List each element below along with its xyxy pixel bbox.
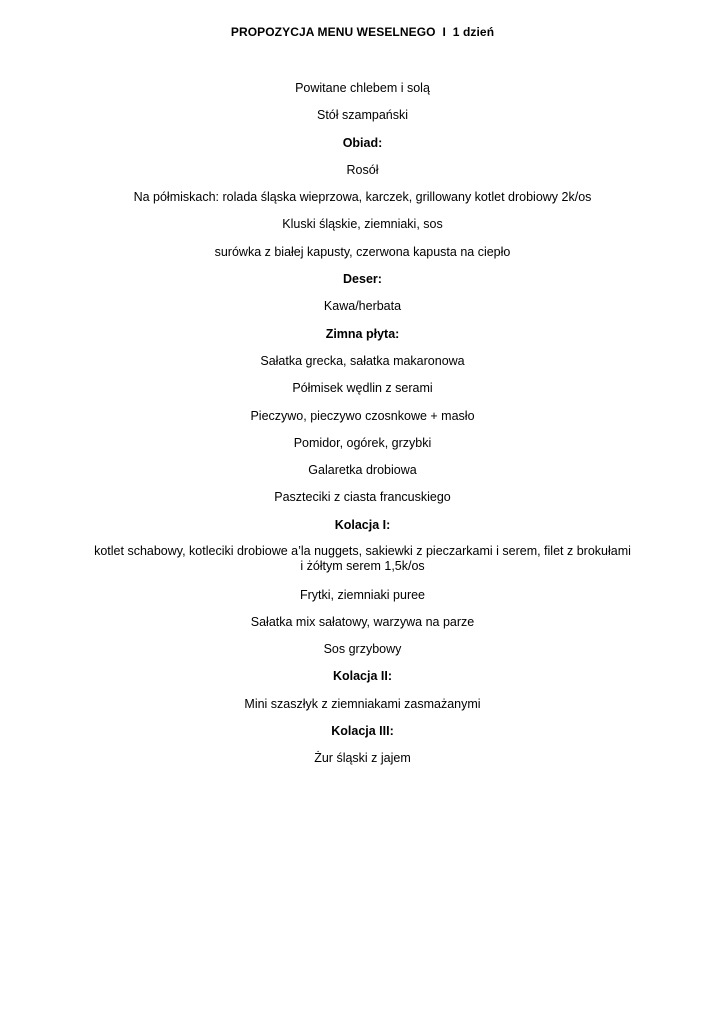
menu-item-skewer: Mini szaszłyk z ziemniakami zasmażanymi xyxy=(244,696,481,711)
menu-item-aspic: Galaretka drobiowa xyxy=(308,463,417,478)
menu-list xyxy=(80,80,645,778)
menu-item-supper-1-mains-line-1: kotlet schabowy, kotleciki drobiowe a’la nuggets, sakiewki z pieczarkami i serem, filet z brokułami xyxy=(94,544,631,559)
document-title: PROPOZYCJA MENU WESELNEGO I 1 dzień xyxy=(230,25,495,39)
menu-item-supper-1-mains-line-2: i żółtym serem 1,5k/os xyxy=(300,559,425,574)
menu-item-soup: Rosół xyxy=(346,162,379,177)
section-heading-supper-1: Kolacja I: xyxy=(334,517,391,532)
menu-item-supper-1-mains xyxy=(40,544,685,574)
menu-item-welcome: Powitane chlebem i solą xyxy=(295,81,430,95)
menu-item-cold-cuts: Półmisek wędlin z serami xyxy=(292,381,433,396)
section-heading-lunch: Obiad: xyxy=(342,135,383,150)
menu-item-salad-selection: Sałatka grecka, sałatka makaronowa xyxy=(260,353,465,368)
menu-item-sour-soup: Żur śląski z jajem xyxy=(314,751,411,766)
menu-item-fries: Frytki, ziemniaki puree xyxy=(299,587,426,602)
section-heading-cold-buffet: Zimna płyta: xyxy=(325,326,400,341)
menu-item-coffee-tea: Kawa/herbata xyxy=(323,299,402,314)
section-heading-dessert: Deser: xyxy=(343,272,382,287)
menu-item-mixed-salad: Sałatka mix sałatowy, warzywa na parze xyxy=(250,614,475,629)
menu-item-salads: surówka z białej kapusty, czerwona kapusta na ciepło xyxy=(214,244,511,259)
menu-item-vegetables: Pomidor, ogórek, grzybki xyxy=(293,435,432,450)
menu-item-platters: Na półmiskach: rolada śląska wieprzowa, karczek, grillowany kotlet drobiowy 2k/os xyxy=(133,190,592,205)
menu-item-sides: Kluski śląskie, ziemniaki, sos xyxy=(282,217,443,232)
menu-item-bread: Pieczywo, pieczywo czosnkowe + masło xyxy=(250,408,475,423)
menu-item-pastries: Paszteciki z ciasta francuskiego xyxy=(274,490,451,505)
section-heading-supper-3: Kolacja III: xyxy=(331,724,394,739)
menu-item-mushroom-sauce: Sos grzybowy xyxy=(323,642,402,657)
section-heading-supper-2: Kolacja II: xyxy=(332,669,393,684)
menu-item-champagne-table: Stół szampański xyxy=(316,108,408,123)
